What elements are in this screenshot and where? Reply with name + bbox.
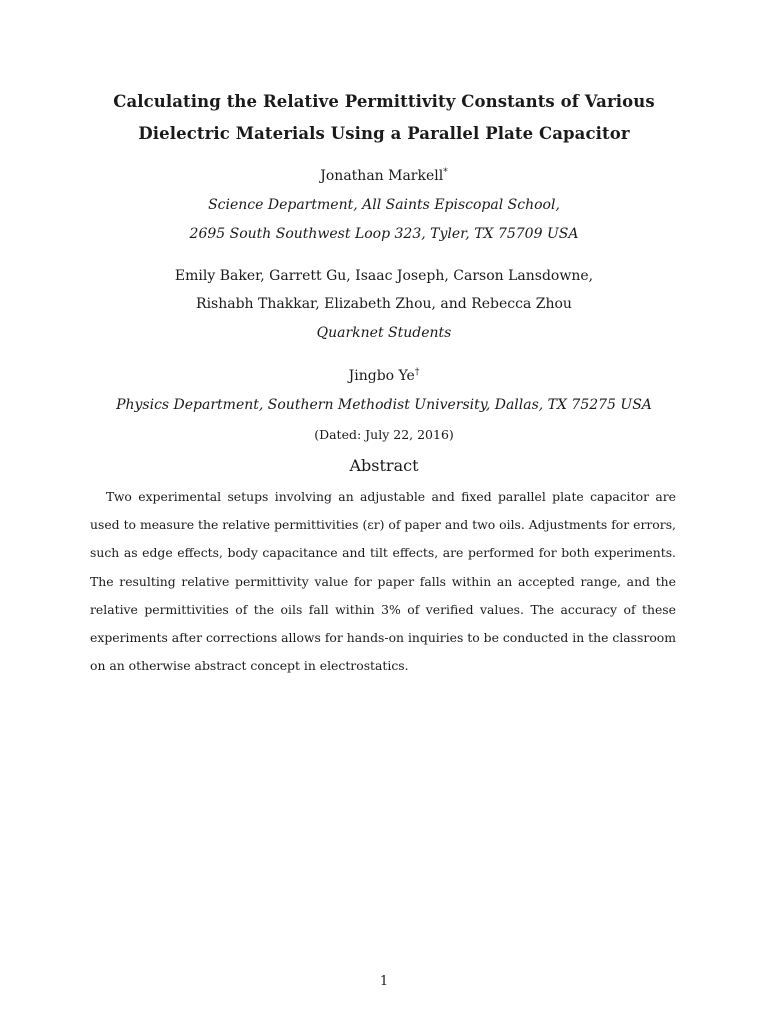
affiliation-line-2: 2695 South Southwest Loop 323, Tyler, TX 75709 USA xyxy=(189,226,579,242)
student-group-label: Quarknet Students xyxy=(316,325,452,341)
paper-title xyxy=(60,86,708,150)
author-secondary xyxy=(40,368,728,384)
author-secondary-footnote-mark: † xyxy=(414,367,420,378)
affiliation-line-1: Science Department, All Saints Episcopal School, xyxy=(208,197,560,213)
date-line: (Dated: July 22, 2016) xyxy=(314,427,454,442)
title-line-2: Dielectric Materials Using a Parallel Plate Capacitor xyxy=(138,124,630,143)
author-secondary-name: Jingbo Ye xyxy=(348,368,415,384)
abstract-heading: Abstract xyxy=(349,456,419,475)
page-number: 1 xyxy=(379,974,389,989)
student-authors-line-2: Rishabh Thakkar, Elizabeth Zhou, and Rebecca Zhou xyxy=(196,296,572,312)
affiliation-secondary: Physics Department, Southern Methodist University, Dallas, TX 75275 USA xyxy=(116,397,652,413)
author-primary-footnote-mark: * xyxy=(443,167,448,178)
title-line-1: Calculating the Relative Permittivity Constants of Various xyxy=(113,92,655,111)
author-primary-name: Jonathan Markell xyxy=(320,168,444,184)
author-primary xyxy=(40,168,728,184)
student-authors-line-1: Emily Baker, Garrett Gu, Isaac Joseph, Carson Lansdowne, xyxy=(174,268,594,284)
abstract-text: Two experimental setups involving an adjustable and fixed parallel plate capacitor are used to measure the relative permittivities (εr) of paper and two oils. Adjustments for errors, such as edge effects, body capacitance and tilt effects, are performed for both experiments. The resulting relative permittivity value for paper falls within an accepted range, and the relative permittivities of the oils fall within 3% of verified values. The accuracy of these experiments after corrections allows for hands-on inquiries to be conducted in the classroom on an otherwise abstract concept in electrostatics. xyxy=(90,489,676,674)
